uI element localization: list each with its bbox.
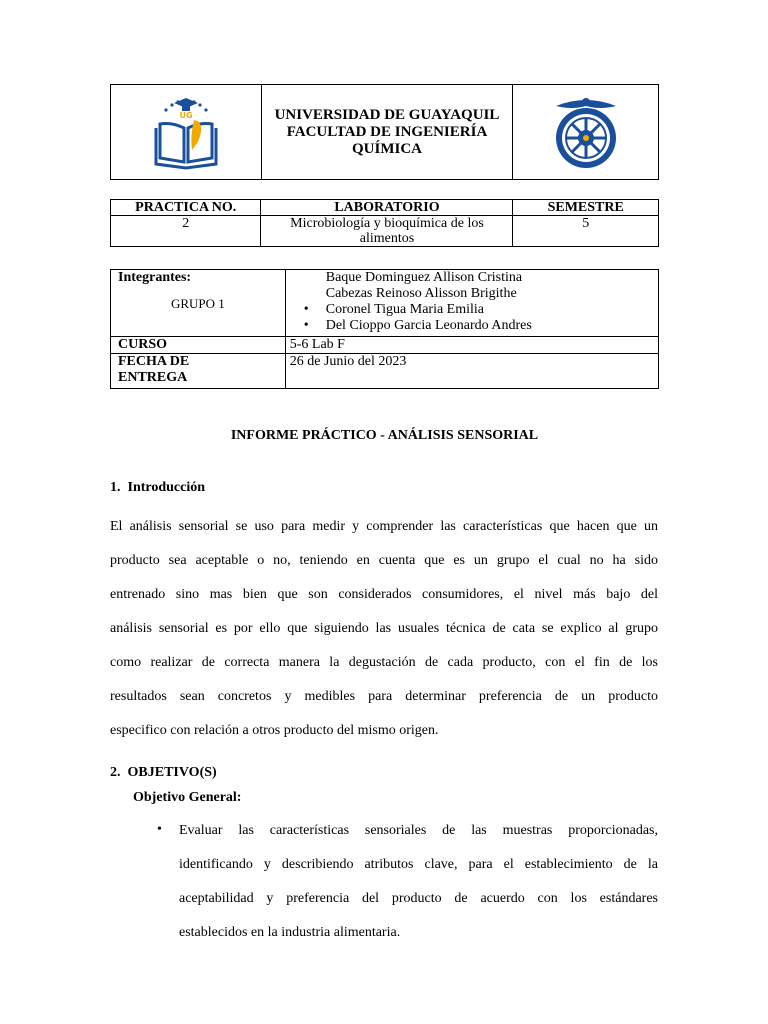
members-table (110, 269, 659, 389)
intro-line: entrenado sino mas bien que son considerados consumidores, el nivel más bajo del (110, 587, 658, 602)
faculty-logo-cell (513, 85, 659, 180)
members-label-cell (111, 270, 286, 337)
objective-line: aceptabilidad y preferencia del producto de acuerdo con los estándares (179, 891, 658, 906)
intro-line: análisis sensorial es por ello que siguiendo las usuales técnica de cata se explico al grupo (110, 621, 658, 636)
faculty-name-line2: QUÍMICA (351, 140, 422, 157)
university-name: UNIVERSIDAD DE GUAYAQUIL (274, 106, 500, 123)
date-value: 26 de Junio del 2023 (285, 354, 658, 389)
general-objective-paragraph (179, 814, 658, 950)
semester-value: 5 (513, 216, 659, 247)
group-name: GRUPO 1 (170, 296, 225, 311)
practice-no-header: PRACTICA NO. (111, 200, 261, 216)
objective-line: Evaluar las características sensoriales de las muestras proporcionadas, (179, 823, 658, 838)
university-logo-cell (111, 85, 262, 180)
members-list (286, 270, 658, 334)
section2-heading (110, 765, 217, 781)
bullet-icon: • (303, 302, 309, 317)
report-title: INFORME PRÁCTICO - ANÁLISIS SENSORIAL (230, 428, 539, 443)
course-label: CURSO (111, 337, 286, 354)
list-item: Cabezas Reinoso Alisson Brigithe (325, 286, 517, 301)
practice-table (110, 199, 659, 247)
date-label-line2: ENTREGA (118, 370, 188, 385)
intro-line: especifico con relación a otros producto del mismo origen. (110, 723, 439, 738)
intro-line: como realizar de correcta manera la degustación de cada producto, con el fin de los (110, 655, 658, 670)
members-list-cell (285, 270, 658, 337)
laboratory-header: LABORATORIO (261, 200, 513, 216)
intro-line: resultados sean concretos y medibles para determinar preferencia de un producto (110, 689, 658, 704)
laboratory-value-line2: alimentos (359, 231, 415, 246)
practice-no-value: 2 (111, 216, 261, 247)
intro-line: producto sea aceptable o no, teniendo en cuenta que es un grupo el cual no ha sido (110, 553, 658, 568)
list-item: Baque Dominguez Allison Cristina (325, 270, 523, 285)
section1-heading (110, 480, 205, 496)
faculty-seal-icon (548, 92, 624, 172)
laboratory-value-line1: Microbiología y bioquímica de los (290, 216, 484, 231)
intro-line: El análisis sensorial se uso para medir y comprender las características que hacen que un (110, 519, 658, 534)
list-item: • Coronel Tigua Maria Emilia (303, 302, 484, 317)
date-label-cell (111, 354, 286, 389)
svg-text:UG: UG (179, 111, 193, 120)
list-item: • Del Cioppo Garcia Leonardo Andres (303, 318, 532, 333)
objective-line: identificando y describiendo atributos clave, para el establecimiento de la (179, 857, 658, 872)
header-table (110, 84, 659, 180)
introduction-paragraph (110, 510, 658, 748)
section2-title: OBJETIVO(S) (127, 765, 217, 780)
general-objective-heading: Objetivo General: (133, 790, 242, 805)
bullet-icon: • (303, 318, 309, 333)
faculty-name-line1: FACULTAD DE INGENIERÍA (286, 123, 488, 140)
date-label-line1: FECHA DE (118, 354, 190, 369)
objective-line: establecidos en la industria alimentaria. (179, 925, 401, 940)
university-logo-icon (146, 92, 226, 172)
semester-header: SEMESTRE (513, 200, 659, 216)
section1-number: 1. (110, 480, 121, 495)
laboratory-value (261, 216, 513, 247)
course-value: 5-6 Lab F (285, 337, 658, 354)
bullet-icon: • (157, 822, 162, 837)
university-title-cell (261, 85, 513, 180)
members-label: Integrantes: (118, 270, 192, 285)
section2-number: 2. (110, 765, 121, 780)
section1-title: Introducción (127, 480, 206, 495)
